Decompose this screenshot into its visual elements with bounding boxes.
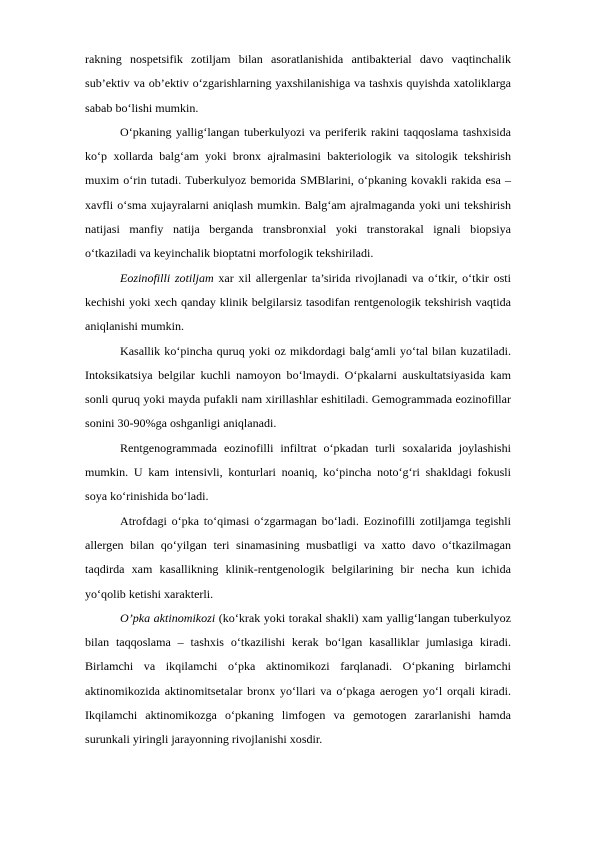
paragraph-7-italic-term: O’pka aktinomikozi <box>120 610 216 625</box>
paragraph-3-italic-term: Eozinofilli zotiljam <box>120 270 214 285</box>
paragraph-5 <box>85 436 511 509</box>
paragraph-6-text: Atrofdagi o‘pka to‘qimasi o‘zgarmagan bo‘ladi. Eozinofilli zotiljamga tegishli allergen bilan qo‘yilgan teri sinamasining musbatligi va xatto davo o‘tkazilmagan taqdirda xam kasallikning klinik-rentgenologik belgilarining bir necha kun ichida yo‘qolib ketishi xarakterli. <box>85 513 511 601</box>
paragraph-2 <box>85 120 511 266</box>
paragraph-6 <box>85 509 511 606</box>
paragraph-7 <box>85 606 511 752</box>
paragraph-3-text: xar xil allergenlar ta’sirida rivojlanadi va o‘tkir, o‘tkir osti kechishi yoki xech qanday klinik belgilarsiz tasodifan rentgenologik tekshirish vaqtida aniqlanishi mumkin. <box>85 270 511 334</box>
paragraph-1 <box>85 47 511 120</box>
paragraph-7-text: (ko‘krak yoki torakal shakli) xam yallig‘langan tuberkulyoz bilan taqqoslama – tashxis o‘tkazilishi kerak bo‘lgan kasalliklar jumlasiga kiradi. Birlamchi va ikqilamchi o‘pka aktinomikozi farqlanadi. O‘pkaning birlamchi aktinomikozida aktinomitsetalar bronx yo‘llari va o‘pkaga aerogen yo‘l orqali kiradi. Ikqilamchi aktinomikozga o‘pkaning limfogen va gemotogen zararlanishi hamda surunkali yiringli jarayonning rivojlanishi xosdir. <box>85 610 511 747</box>
paragraph-4 <box>85 339 511 436</box>
document-page <box>85 47 511 752</box>
paragraph-5-text: Rentgenogrammada eozinofilli infiltrat o‘pkadan turli soxalarida joylashishi mumkin. U kam intensivli, konturlari noaniq, ko‘pincha noto‘g‘ri shakldagi fokusli soya ko‘rinishida bo‘ladi. <box>85 440 511 504</box>
paragraph-4-text: Kasallik ko‘pincha quruq yoki oz mikdordagi balg‘amli yo‘tal bilan kuzatiladi. Intoksikatsiya belgilar kuchli namoyon bo‘lmaydi. O‘pkalarni auskultatsiyasida kam sonli quruq yoki mayda pufakli nam xirillashlar eshitiladi. Gemogrammada eozinofillar sonini 30-90%ga oshganligi aniqlanadi. <box>85 343 511 431</box>
paragraph-2-text: O‘pkaning yallig‘langan tuberkulyozi va periferik rakini taqqoslama tashxisida ko‘p xollarda balg‘am yoki bronx ajralmasini bakteriologik va sitologik tekshirish muxim o‘rin tutadi. Tuberkulyoz bemorida SMBlarini, o‘pkaning kovakli rakida esa – xavfli o‘sma xujayralarni aniqlash mumkin. Balg‘am ajralmaganda yoki uni tekshirish natijasi manfiy natija berganda transbronxial yoki transtorakal ignali biopsiya o‘tkaziladi va keyinchalik bioptatni morfologik tekshiriladi. <box>85 124 511 261</box>
paragraph-3 <box>85 266 511 339</box>
paragraph-1-text: rakning nospetsifik zotiljam bilan asoratlanishida antibakterial davo vaqtinchalik sub’ektiv va ob’ektiv o‘zgarishlarning yaxshilanishiga va tashxis quyishda xatoliklarga sabab bo‘lishi mumkin. <box>85 52 511 115</box>
